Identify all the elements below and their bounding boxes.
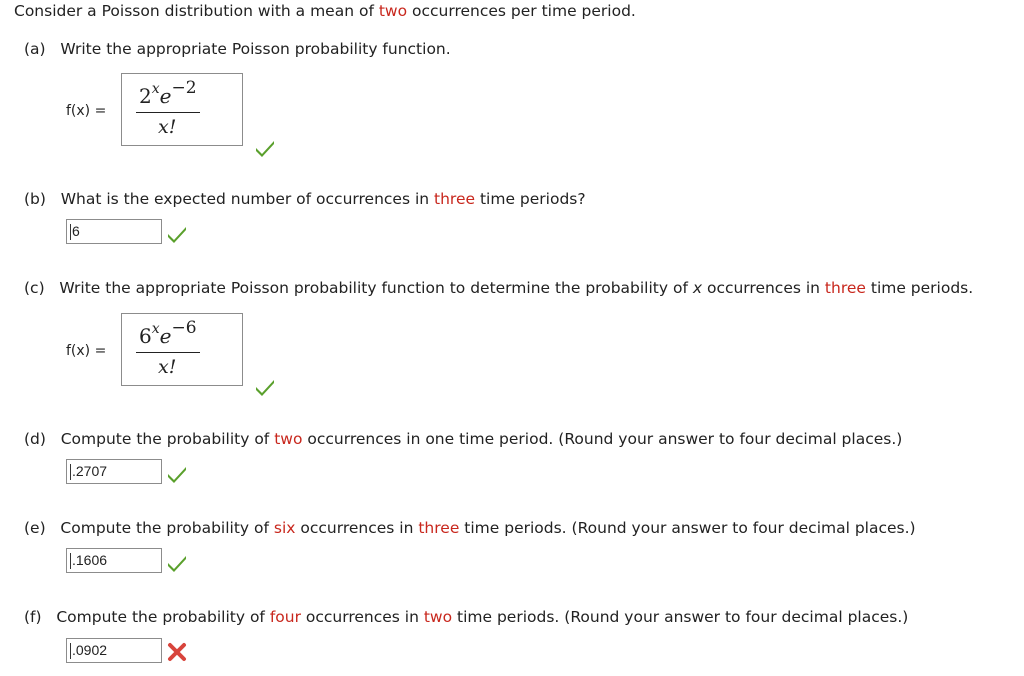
- part-c-question: (c) Write the appropriate Poisson probability function to determine the probability of x occurrences in three time periods.: [24, 279, 974, 297]
- formula-exponent-var: x: [151, 81, 160, 97]
- fraction-bar: [136, 112, 200, 113]
- part-a-formula-input[interactable]: $2^xe^{-2}$ x!: [121, 73, 243, 146]
- part-a-fx-label: f(x) =: [66, 103, 107, 119]
- part-d-answer-input[interactable]: .2707: [66, 459, 162, 484]
- part-b-question: (b) What is the expected number of occurrences in three time periods?: [24, 190, 586, 208]
- formula-denominator: x!: [158, 356, 177, 378]
- formula-exponent-neg: −6: [171, 318, 197, 338]
- part-e-question: (e) Compute the probability of six occurrences in three time periods. (Round your answer to four decimal places.): [24, 519, 916, 537]
- part-f-answer-input[interactable]: .0902: [66, 638, 162, 663]
- part-c-fx-label: f(x) =: [66, 343, 107, 359]
- formula-base: 2: [139, 84, 152, 108]
- part-a-question: (a) Write the appropriate Poisson probability function.: [24, 40, 451, 58]
- formula-exponent-neg: −2: [171, 78, 197, 98]
- formula-denominator: x!: [158, 116, 177, 138]
- part-f-question: (f) Compute the probability of four occurrences in two time periods. (Round your answer to four decimal places.): [24, 608, 909, 626]
- x-mark-icon: [167, 642, 187, 662]
- part-c-formula-input[interactable]: $6^xe^{-6}$ x!: [121, 313, 243, 386]
- check-icon: [166, 464, 188, 484]
- check-icon: [254, 138, 276, 158]
- part-b-answer-input[interactable]: 6: [66, 219, 162, 244]
- formula-exponent-var: x: [151, 321, 160, 337]
- check-icon: [166, 224, 188, 244]
- fraction-bar: [136, 352, 200, 353]
- part-e-answer-input[interactable]: .1606: [66, 548, 162, 573]
- check-icon: [166, 553, 188, 573]
- check-icon: [254, 377, 276, 397]
- formula-base: 6: [139, 324, 152, 348]
- part-d-question: (d) Compute the probability of two occurrences in one time period. (Round your answer to four decimal places.): [24, 430, 903, 448]
- problem-intro: Consider a Poisson distribution with a mean of two occurrences per time period.: [14, 2, 636, 20]
